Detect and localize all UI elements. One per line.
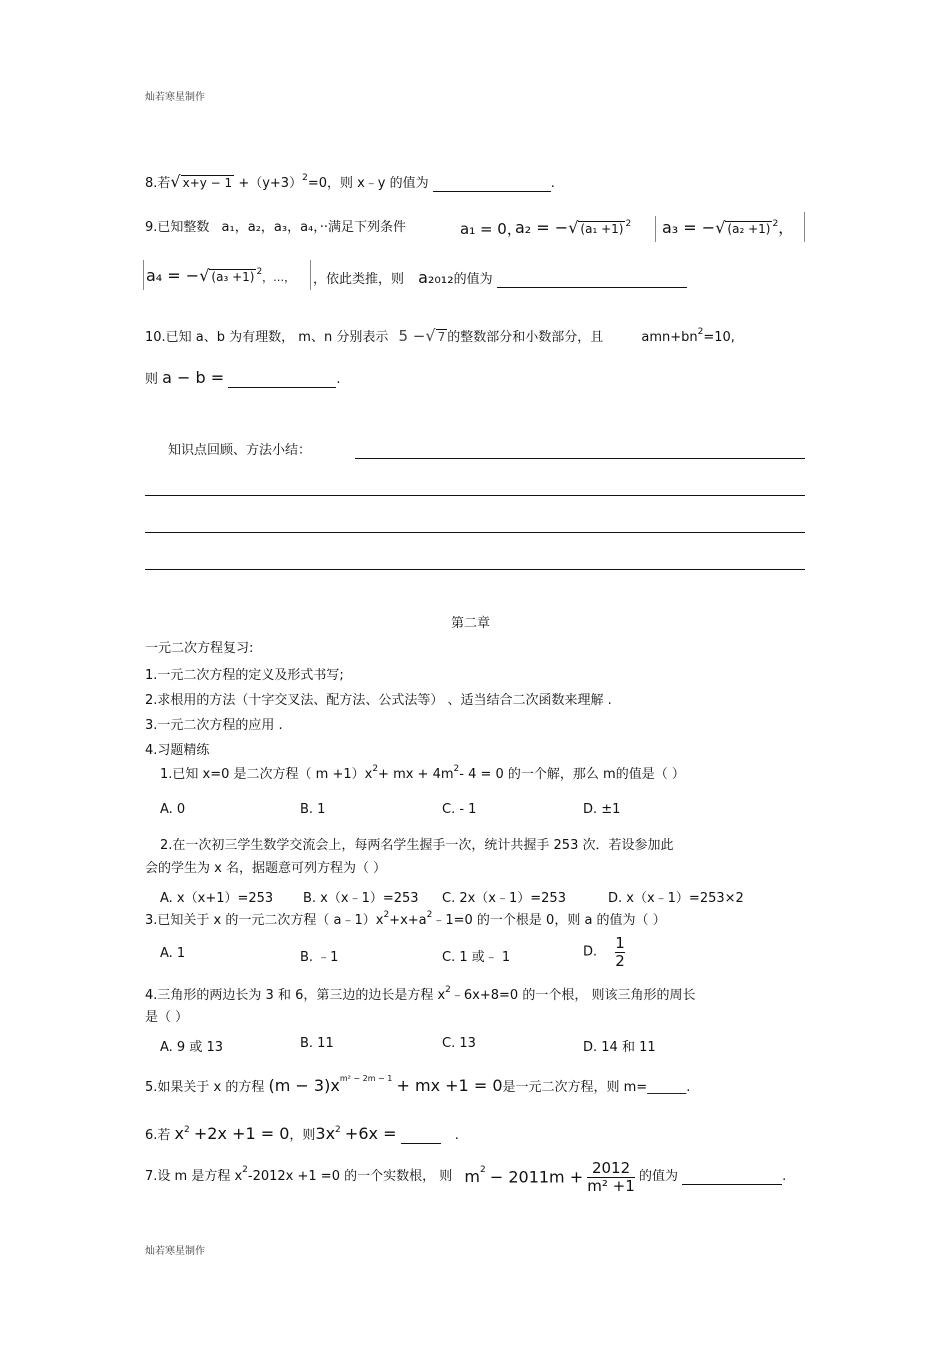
chapter-item-2: 2.求根用的方法（十字交叉法、配方法、公式法等） 、适当结合二次函数来理解 . bbox=[145, 693, 612, 708]
q9-crop-mark-left bbox=[143, 260, 144, 290]
p3-frac-denominator: 2 bbox=[615, 951, 625, 970]
practice-6 bbox=[145, 1124, 459, 1144]
question-9-line-1 bbox=[145, 220, 406, 236]
q10-stem-2: 的整数部分和小数部分，且 bbox=[447, 330, 604, 345]
chapter-subtitle: 一元二次方程复习: bbox=[145, 641, 254, 656]
p3-stem-c: ﹣1=0 的一个根是 0，则 a 的值为（ ） bbox=[432, 913, 666, 928]
q9-a1-formula: a₁ = 0， bbox=[460, 220, 522, 238]
q8-end: . bbox=[550, 176, 555, 191]
page-footer: 灿若寒星制作 bbox=[145, 1246, 205, 1257]
practice-3-stem bbox=[145, 910, 666, 929]
q8-radical: √ x+y − 1 bbox=[170, 172, 233, 191]
q10-expr-five: 5 − bbox=[398, 327, 426, 345]
practice-1-stem bbox=[160, 764, 685, 783]
q9-a2-radical: √ (a₁ +1) bbox=[568, 218, 624, 237]
p7-fraction bbox=[587, 1160, 635, 1194]
p5-equation-rhs: + mx +1 = 0 bbox=[396, 1076, 503, 1095]
chapter-item-4: 4.习题精练 bbox=[145, 743, 210, 758]
p5-stem: 5.如果关于 x 的方程 bbox=[145, 1080, 265, 1095]
p7-stem-b: -2012x +1 =0 的一个实数根， 则 bbox=[247, 1169, 453, 1185]
p2-option-a[interactable]: A. x（x+1）=253 bbox=[160, 891, 274, 906]
q9-a4-formula bbox=[146, 266, 295, 285]
practice-7 bbox=[145, 1160, 786, 1194]
q8-number: 8.若 bbox=[145, 176, 171, 191]
p1-option-b[interactable]: B. 1 bbox=[300, 802, 326, 817]
q9-crop-mark bbox=[655, 216, 656, 242]
p7-m: m bbox=[464, 1167, 480, 1187]
q8-radicand: x+y − 1 bbox=[182, 176, 233, 190]
p1-stem-c: - 4 = 0 的一个解，那么 m的值是（ ） bbox=[459, 767, 685, 782]
p5-exponent: m² − 2m − 1 bbox=[339, 1074, 393, 1083]
q9-a3-lhs: a₃ = − bbox=[662, 218, 716, 237]
p5-equation-lhs: (m − 3)x bbox=[268, 1076, 340, 1095]
p7-answer-blank[interactable] bbox=[682, 1170, 782, 1185]
p2-option-b[interactable]: B. x（x﹣1）=253 bbox=[303, 891, 419, 906]
q10-eq-end: =10, bbox=[703, 330, 735, 345]
q9-a2-lhs: a₂ = − bbox=[515, 218, 569, 237]
p1-stem-a: 1.已知 x=0 是二次方程（ m +1）x bbox=[160, 767, 373, 782]
q9-a4-exponent: 2 bbox=[256, 267, 263, 277]
p4-stem-a: 4.三角形的两边长为 3 和 6，第三边的边长是方程 x bbox=[145, 988, 446, 1003]
q10-eq: amn+bn bbox=[641, 330, 698, 345]
q9-a2-formula bbox=[515, 218, 631, 237]
p3-option-d-fraction bbox=[615, 935, 625, 969]
p6-x: x bbox=[174, 1124, 185, 1143]
q9-line-2 bbox=[313, 268, 687, 288]
practice-2-line-1: 2.在一次初三学生数学交流会上，每两名学生握手一次，统计共握手 253 次．若设参加此 bbox=[160, 838, 674, 853]
q9-a3-radical: √ (a₂ +1) bbox=[715, 218, 771, 237]
p1-stem-b: + mx + 4m bbox=[378, 767, 454, 782]
q10-radical: √ 7 bbox=[425, 326, 446, 345]
question-8 bbox=[145, 172, 555, 192]
p7-m-exp: 2 bbox=[479, 1164, 486, 1175]
q9-a3-formula: a₃ = −√ (a₂ +1) $^2$， bbox=[662, 218, 795, 237]
q9-crop-mark-right bbox=[804, 212, 805, 242]
p4-option-d[interactable]: D. 14 和 11 bbox=[583, 1040, 656, 1055]
p7-frac-denominator: m² +1 bbox=[587, 1176, 635, 1195]
p3-exp: 2 bbox=[383, 910, 390, 920]
p6-answer-blank[interactable] bbox=[401, 1129, 441, 1144]
p7-stem-a: 7.设 m 是方程 x bbox=[145, 1169, 243, 1185]
q9-a4-radical: √ (a₃ +1) bbox=[199, 266, 255, 285]
practice-2-line-2: 会的学生为 x 名，据题意可列方程为（ ） bbox=[145, 861, 387, 876]
p3-option-c[interactable]: C. 1 或﹣ 1 bbox=[442, 950, 511, 965]
summary-line-2[interactable] bbox=[145, 495, 805, 496]
p7-end: . bbox=[782, 1169, 787, 1185]
p3-exp-2: 2 bbox=[426, 910, 433, 920]
p2-option-d[interactable]: D. x（x﹣1）=253×2 bbox=[608, 891, 744, 906]
summary-label: 知识点回顾、方法小结： bbox=[168, 443, 312, 458]
q9-number: 9.已知整数 bbox=[145, 220, 210, 235]
p4-stem-b: ﹣6x+8=0 的一个根， 则该三角形的周长 bbox=[450, 988, 696, 1003]
p6-expression: +6x = bbox=[344, 1124, 397, 1143]
q8-rest: =0，则 x﹣y 的值为 bbox=[307, 176, 429, 191]
p6-exp: 2 bbox=[184, 1125, 190, 1135]
q10-end: . bbox=[336, 372, 341, 387]
p6-stem: 6.若 bbox=[145, 1128, 171, 1143]
chapter-item-1: 1.一元二次方程的定义及形式书写; bbox=[145, 668, 344, 683]
p1-exp-1: 2 bbox=[372, 764, 379, 774]
q9-rest2: 的值为 bbox=[453, 272, 493, 287]
q9-a3-radicand: (a₂ +1) bbox=[727, 222, 771, 236]
practice-5 bbox=[145, 1076, 690, 1096]
p6-then: ，则 bbox=[289, 1128, 316, 1143]
q9-a2012: a₂₀₁₂ bbox=[418, 268, 454, 287]
question-10-line-1 bbox=[145, 326, 735, 346]
q9-rest: ，依此类推，则 bbox=[313, 272, 405, 287]
p3-option-d[interactable] bbox=[583, 935, 625, 969]
summary-line-1[interactable] bbox=[355, 458, 805, 459]
p1-option-d[interactable]: D. ±1 bbox=[583, 802, 621, 817]
chapter-item-3: 3.一元二次方程的应用 . bbox=[145, 718, 283, 733]
p2-option-c[interactable]: C. 2x（x﹣1）=253 bbox=[442, 891, 566, 906]
p3-option-d-label: D. bbox=[583, 944, 598, 960]
chapter-title: 第二章 bbox=[451, 616, 491, 631]
q10-expression bbox=[398, 327, 447, 345]
p6-exp-2: 2 bbox=[335, 1125, 341, 1135]
practice-4-line-2: 是（ ） bbox=[145, 1010, 189, 1025]
q10-exponent: 2 bbox=[697, 327, 704, 337]
p4-option-b[interactable]: B. 11 bbox=[300, 1036, 334, 1051]
q9-a4-lhs: a₄ = − bbox=[146, 266, 200, 285]
page-header: 灿若寒星制作 bbox=[145, 92, 205, 103]
q9-a2-exponent: 2 bbox=[625, 219, 632, 229]
q10-stem: 10.已知 a、b 为有理数， m、n 分别表示 bbox=[145, 330, 389, 345]
question-10-line-2 bbox=[145, 368, 340, 388]
p6-equation: +2x +1 = 0 bbox=[193, 1124, 290, 1143]
p7-expression: − 2011m + bbox=[489, 1167, 584, 1187]
q8-exponent: 2 bbox=[302, 173, 308, 183]
q10-then: 则 bbox=[145, 372, 159, 387]
q10-answer-blank[interactable] bbox=[228, 373, 336, 388]
p5-stem-2: 是一元二次方程，则 m= bbox=[502, 1080, 648, 1095]
p3-stem-a: 3.已知关于 x 的一元二次方程（ a﹣1）x bbox=[145, 913, 384, 928]
p7-frac-numerator: 2012 bbox=[591, 1159, 631, 1177]
p3-frac-numerator: 1 bbox=[615, 934, 625, 952]
q9-a3-exponent: 2 bbox=[772, 219, 779, 229]
q9-a2-radicand: (a₁ +1) bbox=[580, 222, 624, 236]
p1-option-a[interactable]: A. 0 bbox=[160, 802, 186, 817]
practice-4-line-1 bbox=[145, 985, 696, 1004]
q8-answer-blank[interactable] bbox=[433, 177, 551, 192]
p3-stem-b: +x+a bbox=[389, 913, 427, 928]
p1-option-c[interactable]: C. - 1 bbox=[442, 802, 477, 817]
p7-exp: 2 bbox=[242, 1164, 248, 1175]
p7-stem-c: 的值为 bbox=[638, 1169, 678, 1185]
q10-radicand: 7 bbox=[437, 330, 446, 344]
p3-option-b[interactable]: B. ﹣1 bbox=[300, 950, 339, 965]
q9-dots: ，…， bbox=[262, 271, 296, 284]
p6-end: . bbox=[454, 1128, 459, 1143]
q9-crop-mark-2 bbox=[310, 260, 311, 290]
q9-sequence: a₁，a₂，a₃，a₄，··满足下列条件 bbox=[221, 220, 407, 235]
p5-end: . bbox=[686, 1080, 691, 1095]
p4-option-c[interactable]: C. 13 bbox=[442, 1036, 476, 1051]
summary-line-4[interactable] bbox=[145, 569, 805, 570]
p4-option-a[interactable]: A. 9 或 13 bbox=[160, 1040, 224, 1055]
p1-exp-2: 2 bbox=[453, 764, 460, 774]
p5-answer-blank[interactable]: ______ bbox=[647, 1080, 687, 1095]
summary-line-3[interactable] bbox=[145, 532, 805, 533]
q10-a-minus-b: a − b = bbox=[162, 368, 225, 387]
p4-exp: 2 bbox=[445, 985, 451, 995]
p6-3x: 3x bbox=[315, 1124, 336, 1143]
q8-plus-term: +（y+3） bbox=[238, 176, 303, 191]
q9-a4-radicand: (a₃ +1) bbox=[211, 270, 255, 284]
p3-option-a[interactable]: A. 1 bbox=[160, 946, 186, 961]
q9-answer-blank[interactable] bbox=[497, 273, 687, 288]
